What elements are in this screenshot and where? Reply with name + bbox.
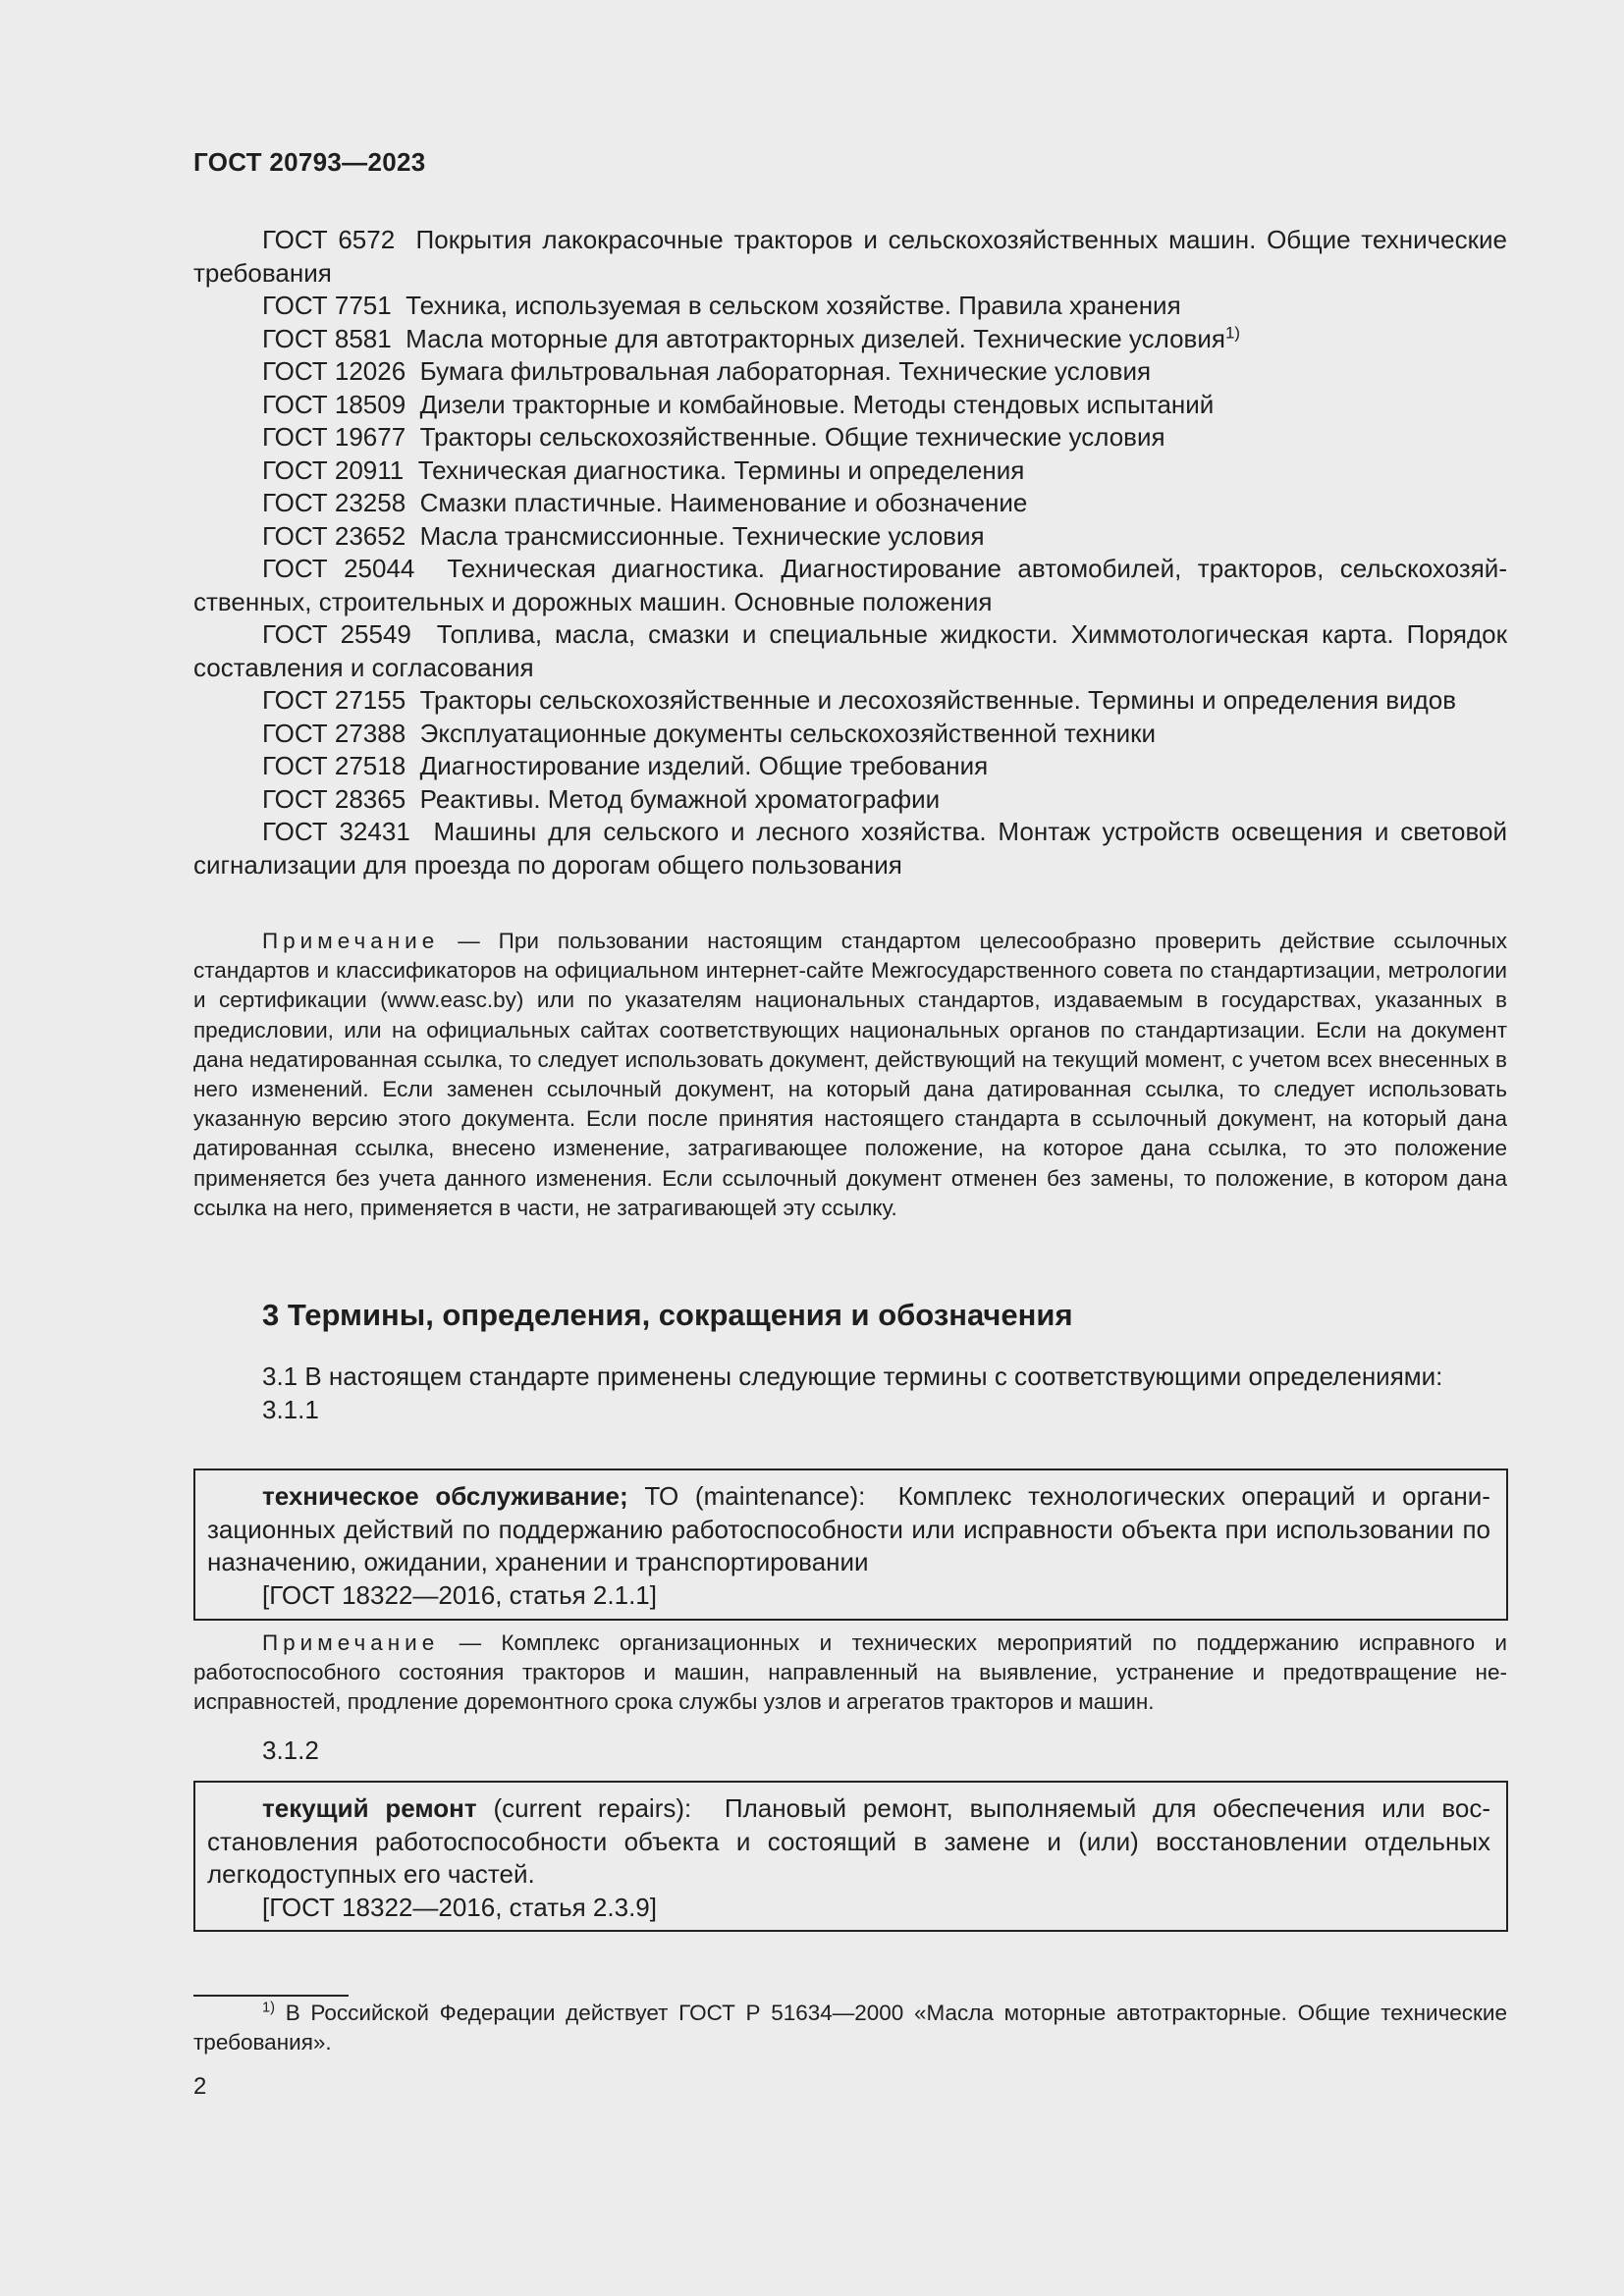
reference-title: Бумага фильтровальная лабораторная. Технические условия [419, 356, 1152, 386]
reference-item [193, 323, 1507, 356]
reference-code: ГОСТ 32431 [262, 817, 410, 846]
note-label: Примечание [262, 929, 440, 953]
reference-title: Покрытия лакокрасочные тракторов и сельскохозяйственных машин. Общие технические требования [193, 225, 1508, 288]
reference-item [193, 553, 1507, 618]
reference-code: ГОСТ 27155 [262, 685, 406, 715]
references-note [193, 927, 1507, 1223]
reference-code: ГОСТ 25549 [262, 619, 411, 649]
section-intro: 3.1 В настоящем стандарте применены следующие термины с соответствующими определениями: 3.1.1 [193, 1361, 1507, 1426]
normative-references-list [193, 224, 1507, 881]
term-english: (current repairs): [493, 1793, 692, 1823]
term-source: [ГОСТ 18322—2016, статья 2.3.9] [262, 1892, 657, 1922]
reference-item [193, 520, 1507, 554]
reference-code: ГОСТ 27388 [262, 718, 406, 748]
reference-title: Топлива, масла, смазки и специальные жидкости. Химмотологическая карта. Порядок составления и согласования [193, 619, 1507, 682]
note-text: — Комплекс организационных и технических мероприятий по поддержанию исправного и работоспособного состояния тракторов и машин, направленный на выявление, устранение и предотвращение неисправностей, продление доремонтного срока службы узлов и агрегатов тракторов и машин. [193, 1630, 1507, 1715]
term-note [193, 1629, 1507, 1718]
reference-code: ГОСТ 7751 [262, 291, 392, 320]
reference-code: ГОСТ 25044 [262, 554, 415, 583]
reference-code: ГОСТ 12026 [262, 356, 406, 386]
reference-title: Тракторы сельскохозяйственные. Общие технические условия [419, 422, 1165, 452]
term-definition-box [193, 1781, 1508, 1932]
page-number: 2 [193, 2073, 207, 2100]
document-header: ГОСТ 20793—2023 [193, 147, 426, 177]
reference-item [193, 750, 1507, 783]
reference-title: Техника, используемая в сельском хозяйстве. Правила хранения [406, 291, 1181, 320]
note-text: — При пользовании настоящим стандартом целесообразно проверить действие ссылочных стандартов и классификаторов на официальном интернет-сайте Межгосударственного совета по стандартизации, метрологии и сертификации (www.easc.by) или по указателям национальных стандартов, издаваемым в государствах, указанных в предисловии, или на официальных сайтах соответствующих национальных органов по стандартизации. Если на документ дана недатированная ссылка, то следует использовать документ, действующий на текущий момент, с учетом всех внесенных в него изменений. Если заменен ссылочный документ, на который дана датированная ссылка, то следует использовать указанную версию этого документа. Если после принятия настоящего стандарта в ссылочный документ, на который дана датированная ссылка, внесено изменение, затрагивающее положение, на которое дана ссылка, то это положение применяется без учета данного изменения. Если ссылочный документ отменен без замены, то положение, в котором дана ссылка на него, применяется в части, не затрагивающей эту ссылку. [193, 929, 1507, 1220]
footnote-text: В Российской Федерации действует ГОСТ Р 51634—2000 «Масла моторные автотракторные. Общие технические требования». [193, 2001, 1507, 2055]
reference-title: Масла моторные для автотракторных дизелей. Технические условия [406, 323, 1225, 353]
reference-item [193, 355, 1507, 389]
term-number-block [193, 1735, 1507, 1768]
reference-item [193, 487, 1507, 520]
footnote-ref-marker: 1) [1224, 322, 1240, 342]
reference-code: ГОСТ 18509 [262, 389, 406, 419]
term-name: текущий ремонт [262, 1793, 477, 1823]
reference-title: Эксплуатационные документы сельскохозяйственной техники [419, 718, 1157, 748]
term-number: 3.1.1 [262, 1394, 319, 1424]
reference-title: Тракторы сельскохозяйственные и лесохозяйственные. Термины и определения видов [419, 685, 1457, 715]
reference-title: Реактивы. Метод бумажной хроматографии [419, 783, 941, 814]
footnote-divider [193, 1995, 349, 1997]
section-title: 3 Термины, определения, сокращения и обозначения [262, 1298, 1073, 1332]
reference-code: ГОСТ 8581 [262, 323, 392, 353]
reference-code: ГОСТ 19677 [262, 422, 406, 452]
reference-title: Диагностирование изделий. Общие требования [419, 751, 989, 780]
reference-title: Техническая диагностика. Диагностирование автомобилей, тракторов, сельскохозяйственных, строительных и дорожных машин. Основные положения [193, 554, 1507, 616]
reference-title: Масла трансмиссионные. Технические условия [419, 520, 985, 551]
reference-item [193, 783, 1507, 817]
reference-item [193, 290, 1507, 323]
reference-item [193, 816, 1507, 881]
reference-title: Дизели тракторные и комбайновые. Методы стендовых испытаний [419, 389, 1215, 419]
reference-item [193, 684, 1507, 718]
term-number: 3.1.2 [262, 1735, 319, 1765]
term-definition: Комплекс технологических операций и организационных действий по поддержанию работоспособности или исправности объекта при использовании по назначению, ожидании, хранении и транспортировании [207, 1481, 1490, 1576]
footnote-marker: 1) [262, 2000, 275, 2016]
reference-title: Машины для сельского и лесного хозяйства. Монтаж устройств освещения и световой сигнализации для проезда по дорогам общего пользования [193, 817, 1507, 880]
term-definition-box [193, 1468, 1508, 1621]
reference-item [193, 454, 1507, 488]
reference-item [193, 718, 1507, 751]
reference-code: ГОСТ 23258 [262, 488, 406, 517]
note-label: Примечание [262, 1630, 440, 1655]
reference-title: Смазки пластичные. Наименование и обозначение [419, 488, 1028, 517]
reference-item [193, 224, 1507, 290]
reference-code: ГОСТ 28365 [262, 783, 406, 814]
reference-item [193, 618, 1507, 684]
reference-code: ГОСТ 27518 [262, 751, 406, 780]
reference-item [193, 389, 1507, 422]
footnote [193, 1999, 1507, 2057]
reference-title: Техническая диагностика. Термины и определения [417, 454, 1025, 485]
reference-code: ГОСТ 23652 [262, 520, 406, 551]
reference-item [193, 421, 1507, 454]
reference-code: ГОСТ 6572 [262, 225, 396, 254]
term-definition: Плановый ремонт, выполняемый для обеспечения или восстановления работоспособности объекта и состоящий в замене и (или) восстановлении отдельных легкодоступных его частей. [207, 1793, 1490, 1889]
term-english: ТО (maintenance): [644, 1481, 866, 1511]
reference-code: ГОСТ 20911 [262, 454, 405, 485]
term-source: [ГОСТ 18322—2016, статья 2.1.1] [262, 1579, 657, 1610]
term-name: техническое обслуживание; [262, 1481, 628, 1511]
